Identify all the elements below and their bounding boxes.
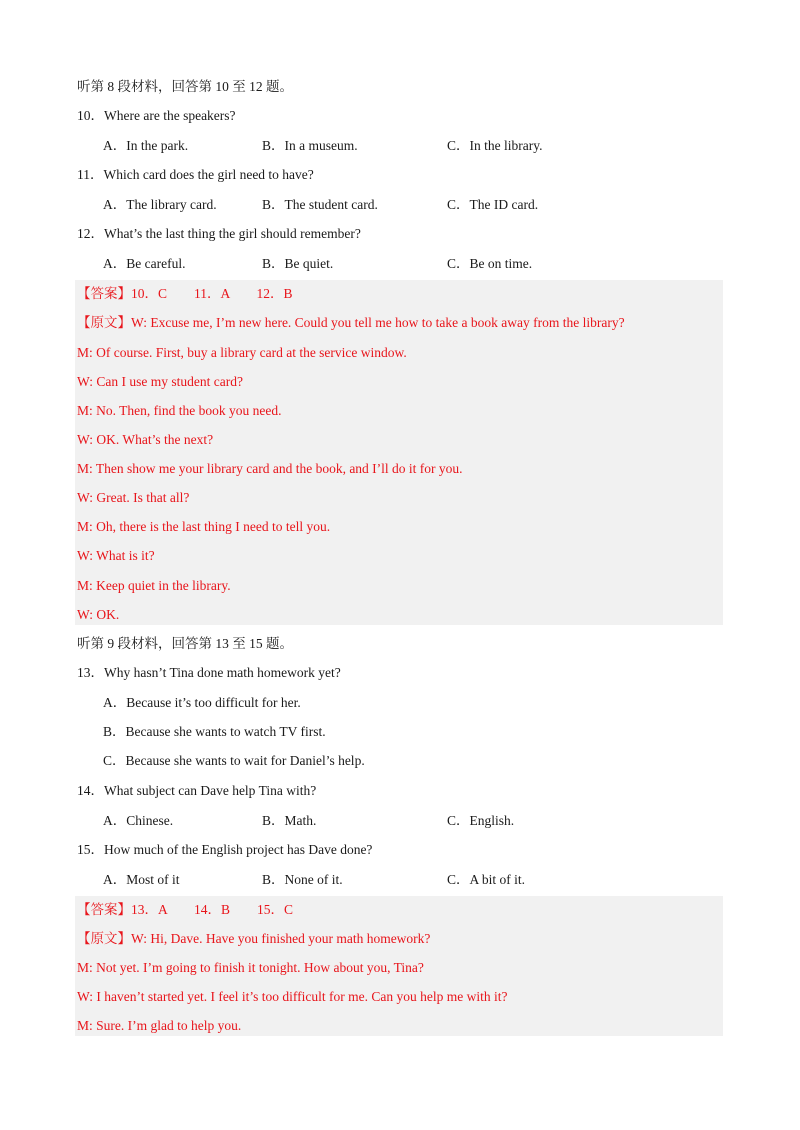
transcript-line: M: Sure. I’m glad to help you. (77, 1018, 242, 1033)
option-c: C．In the library. (447, 138, 543, 153)
transcript-line: M: Not yet. I’m going to finish it tonight. How about you, Tina? (77, 960, 424, 975)
answer-key: 【答案】13．A 14．B 15．C (77, 902, 294, 917)
options-row (77, 806, 717, 835)
question-text: 10．Where are the speakers? (77, 108, 236, 123)
options-row (77, 865, 717, 894)
option-b: B．Math. (262, 813, 317, 828)
option-c: C．Because she wants to wait for Daniel’s help. (103, 753, 365, 768)
question-text: 12．What’s the last thing the girl should remember? (77, 226, 361, 241)
option-b: B．Because she wants to watch TV first. (103, 724, 326, 739)
question-text: 14．What subject can Dave help Tina with? (77, 783, 317, 798)
section-heading: 听第 8 段材料，回答第 10 至 12 题。 (77, 79, 293, 94)
transcript-text: W: Excuse me, I’m new here. Could you tell me how to take a book away from the library? (131, 315, 625, 330)
options-row (77, 249, 717, 278)
option-a: A．In the park. (103, 138, 189, 153)
transcript-text: W: Hi, Dave. Have you finished your math homework? (131, 931, 431, 946)
options-row (77, 190, 717, 219)
question-text: 15．How much of the English project has Dave done? (77, 842, 373, 857)
transcript-line: M: No. Then, find the book you need. (77, 403, 282, 418)
section-heading: 听第 9 段材料，回答第 13 至 15 题。 (77, 636, 293, 651)
transcript-line: W: I haven’t started yet. I feel it’s too difficult for me. Can you help me with it? (77, 989, 508, 1004)
transcript-line: M: Of course. First, buy a library card at the service window. (77, 345, 407, 360)
transcript-tag: 【原文】 (77, 931, 131, 946)
transcript-line: M: Then show me your library card and the book, and I’ll do it for you. (77, 461, 463, 476)
transcript-line: W: Great. Is that all? (77, 490, 190, 505)
transcript-line: W: What is it? (77, 548, 155, 563)
option-a: A．The library card. (103, 197, 217, 212)
question-text: 13．Why hasn’t Tina done math homework yet? (77, 665, 341, 680)
transcript-line (77, 308, 625, 337)
option-b: B．Be quiet. (262, 256, 334, 271)
transcript-tag: 【原文】 (77, 315, 131, 330)
question-text: 11．Which card does the girl need to have? (77, 167, 314, 182)
transcript-line: W: OK. What’s the next? (77, 432, 214, 447)
transcript-line: W: OK. (77, 607, 120, 622)
option-b: B．The student card. (262, 197, 378, 212)
option-c: C．The ID card. (447, 197, 539, 212)
transcript-line: W: Can I use my student card? (77, 374, 243, 389)
option-c: C．Be on time. (447, 256, 533, 271)
option-a: A．Because it’s too difficult for her. (103, 695, 301, 710)
option-c: C．A bit of it. (447, 872, 526, 887)
answer-key: 【答案】10．C 11．A 12．B (77, 286, 293, 301)
option-a: A．Chinese. (103, 813, 174, 828)
transcript-line (77, 924, 430, 953)
option-b: B．None of it. (262, 872, 343, 887)
option-c: C．English. (447, 813, 515, 828)
transcript-line: M: Keep quiet in the library. (77, 578, 231, 593)
option-a: A．Most of it (103, 872, 180, 887)
transcript-line: M: Oh, there is the last thing I need to tell you. (77, 519, 331, 534)
option-b: B．In a museum. (262, 138, 358, 153)
options-row (77, 131, 717, 160)
option-a: A．Be careful. (103, 256, 186, 271)
